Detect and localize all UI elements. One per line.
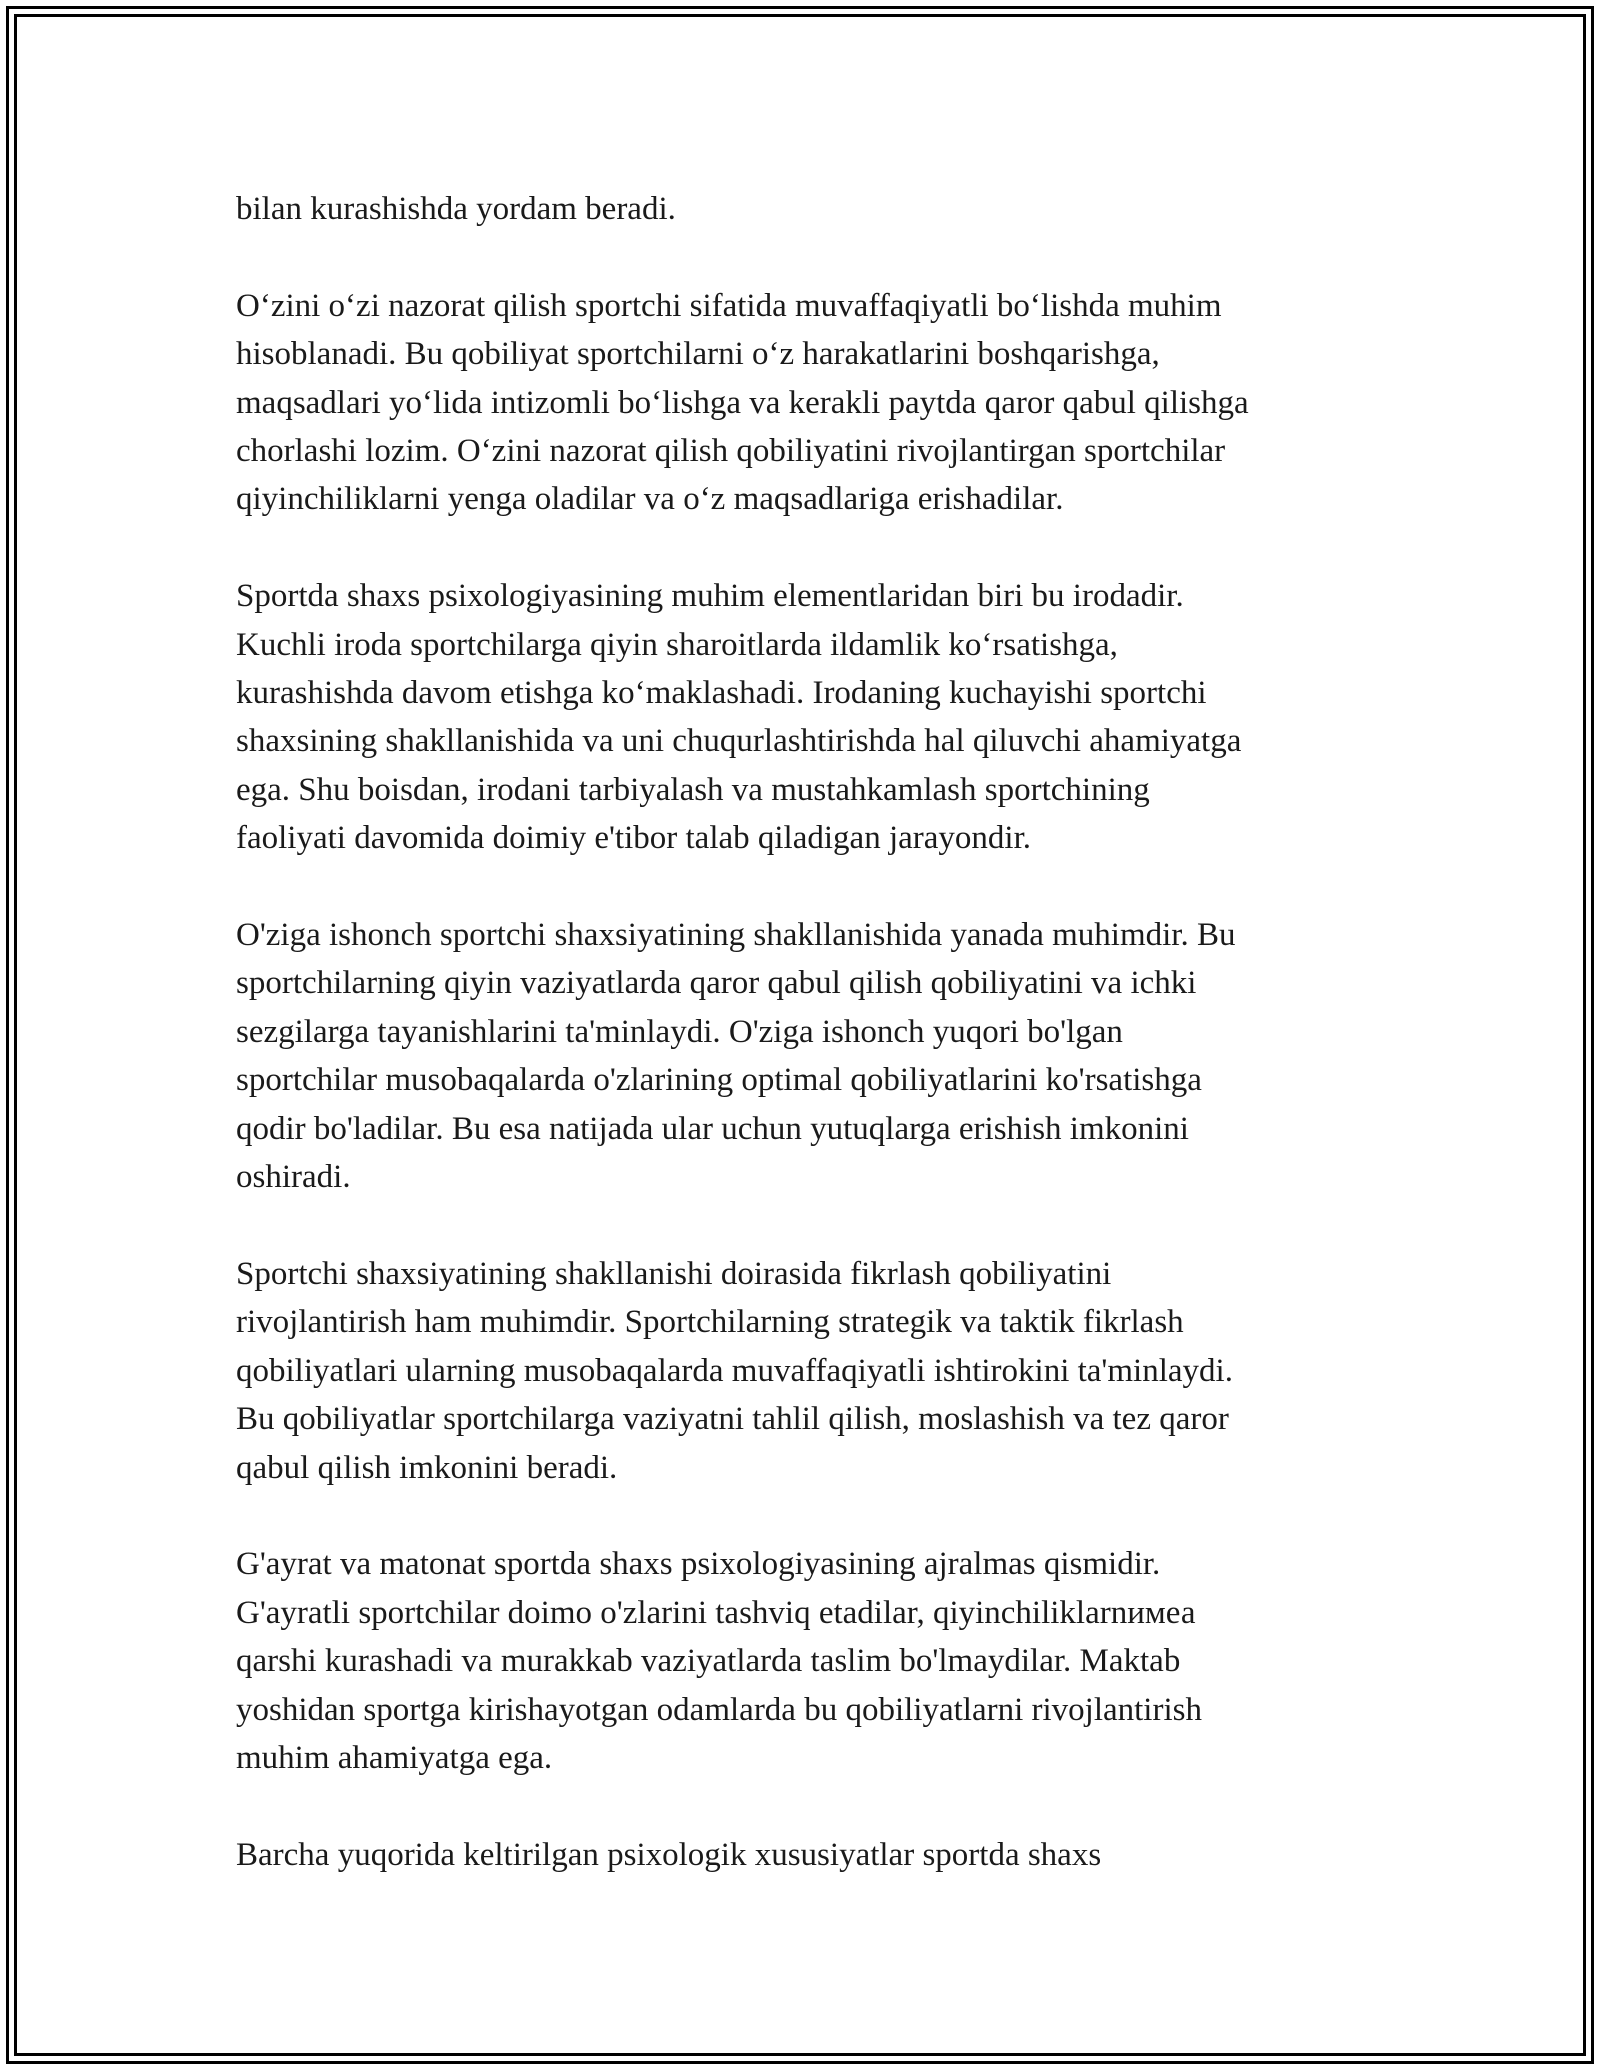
text-line: G'ayrat va matonat sportda shaxs psixologiyasining ajralmas qismidir.: [236, 1546, 1161, 1583]
text-line: qarshi kurashadi va murakkab vaziyatlarda taslim bo'lmaydilar. Maktab: [236, 1643, 1181, 1680]
paragraph: [236, 185, 1386, 233]
text-line: shaxsining shakllanishida va uni chuqurlashtirishda hal qiluvchi ahamiyatga: [236, 723, 1242, 760]
text-line: Sportchi shaxsiyatining shakllanishi doirasida fikrlash qobiliyatini: [236, 1255, 1112, 1292]
paragraph: [236, 282, 1386, 524]
text-line: oshiradi.: [236, 1159, 351, 1196]
paragraph: [236, 1540, 1386, 1782]
text-line: O'ziga ishonch sportchi shaxsiyatining shakllanishida yanada muhimdir. Bu: [236, 917, 1236, 954]
text-line: qobiliyatlari ularning musobaqalarda muvaffaqiyatli ishtirokini ta'minlaydi.: [236, 1352, 1233, 1389]
text-line: qiyinchiliklarni yenga oladilar va o‘z maqsadlariga erishadilar.: [236, 481, 1064, 518]
text-line: sportchilar musobaqalarda o'zlarining optimal qobiliyatlarini ko'rsatishga: [236, 1062, 1202, 1099]
paragraph: [236, 1250, 1386, 1492]
text-line: Bu qobiliyatlar sportchilarga vaziyatni tahlil qilish, moslashish va tez qaror: [236, 1401, 1229, 1438]
document-body: [236, 185, 1386, 1928]
text-line: Sportda shaxs psixologiyasining muhim elementlaridan biri bu irodadir.: [236, 578, 1184, 615]
text-line: qodir bo'ladilar. Bu esa natijada ular uchun yutuqlarga erishish imkonini: [236, 1110, 1189, 1147]
text-line: sezgilarga tayanishlarini ta'minlaydi. O'ziga ishonch yuqori bo'lgan: [236, 1013, 1123, 1050]
text-line: maqsadlari yo‘lida intizomli bo‘lishga va kerakli paytda qaror qabul qilishga: [236, 384, 1249, 421]
text-line: hisoblanadi. Bu qobiliyat sportchilarni o‘z harakatlarini boshqarishga,: [236, 336, 1160, 373]
text-line: ega. Shu boisdan, irodani tarbiyalash va mustahkamlash sportchining: [236, 771, 1150, 808]
text-line: O‘zini o‘zi nazorat qilish sportchi sifatida muvaffaqiyatli bo‘lishda muhim: [236, 287, 1222, 324]
text-line: chorlashi lozim. O‘zini nazorat qilish qobiliyatini rivojlantirgan sportchilar: [236, 433, 1226, 470]
text-line: kurashishda davom etishga ko‘maklashadi. Irodaning kuchayishi sportchi: [236, 675, 1207, 712]
text-line: rivojlantirish ham muhimdir. Sportchilarning strategik va taktik fikrlash: [236, 1304, 1184, 1341]
text-line: bilan kurashishda yordam beradi.: [236, 191, 676, 227]
paragraph: [236, 572, 1386, 862]
paragraph: [236, 911, 1386, 1201]
text-line: G'ayratli sportchilar doimo o'zlarini tashviq etadilar, qiyinchiliklarnимеа: [236, 1594, 1196, 1631]
text-line: Barcha yuqorida keltirilgan psixologik xususiyatlar sportda shaxs: [236, 1836, 1102, 1873]
text-line: muhim ahamiyatga ega.: [236, 1739, 553, 1776]
text-line: Kuchli iroda sportchilarga qiyin sharoitlarda ildamlik ko‘rsatishga,: [236, 626, 1118, 663]
text-line: sportchilarning qiyin vaziyatlarda qaror qabul qilish qobiliyatini va ichki: [236, 965, 1197, 1002]
text-line: qabul qilish imkonini beradi.: [236, 1449, 618, 1486]
paragraph: [236, 1831, 1386, 1879]
text-line: yoshidan sportga kirishayotgan odamlarda bu qobiliyatlarni rivojlantirish: [236, 1691, 1202, 1728]
text-line: faoliyati davomida doimiy e'tibor talab qiladigan jarayondir.: [236, 820, 1031, 857]
